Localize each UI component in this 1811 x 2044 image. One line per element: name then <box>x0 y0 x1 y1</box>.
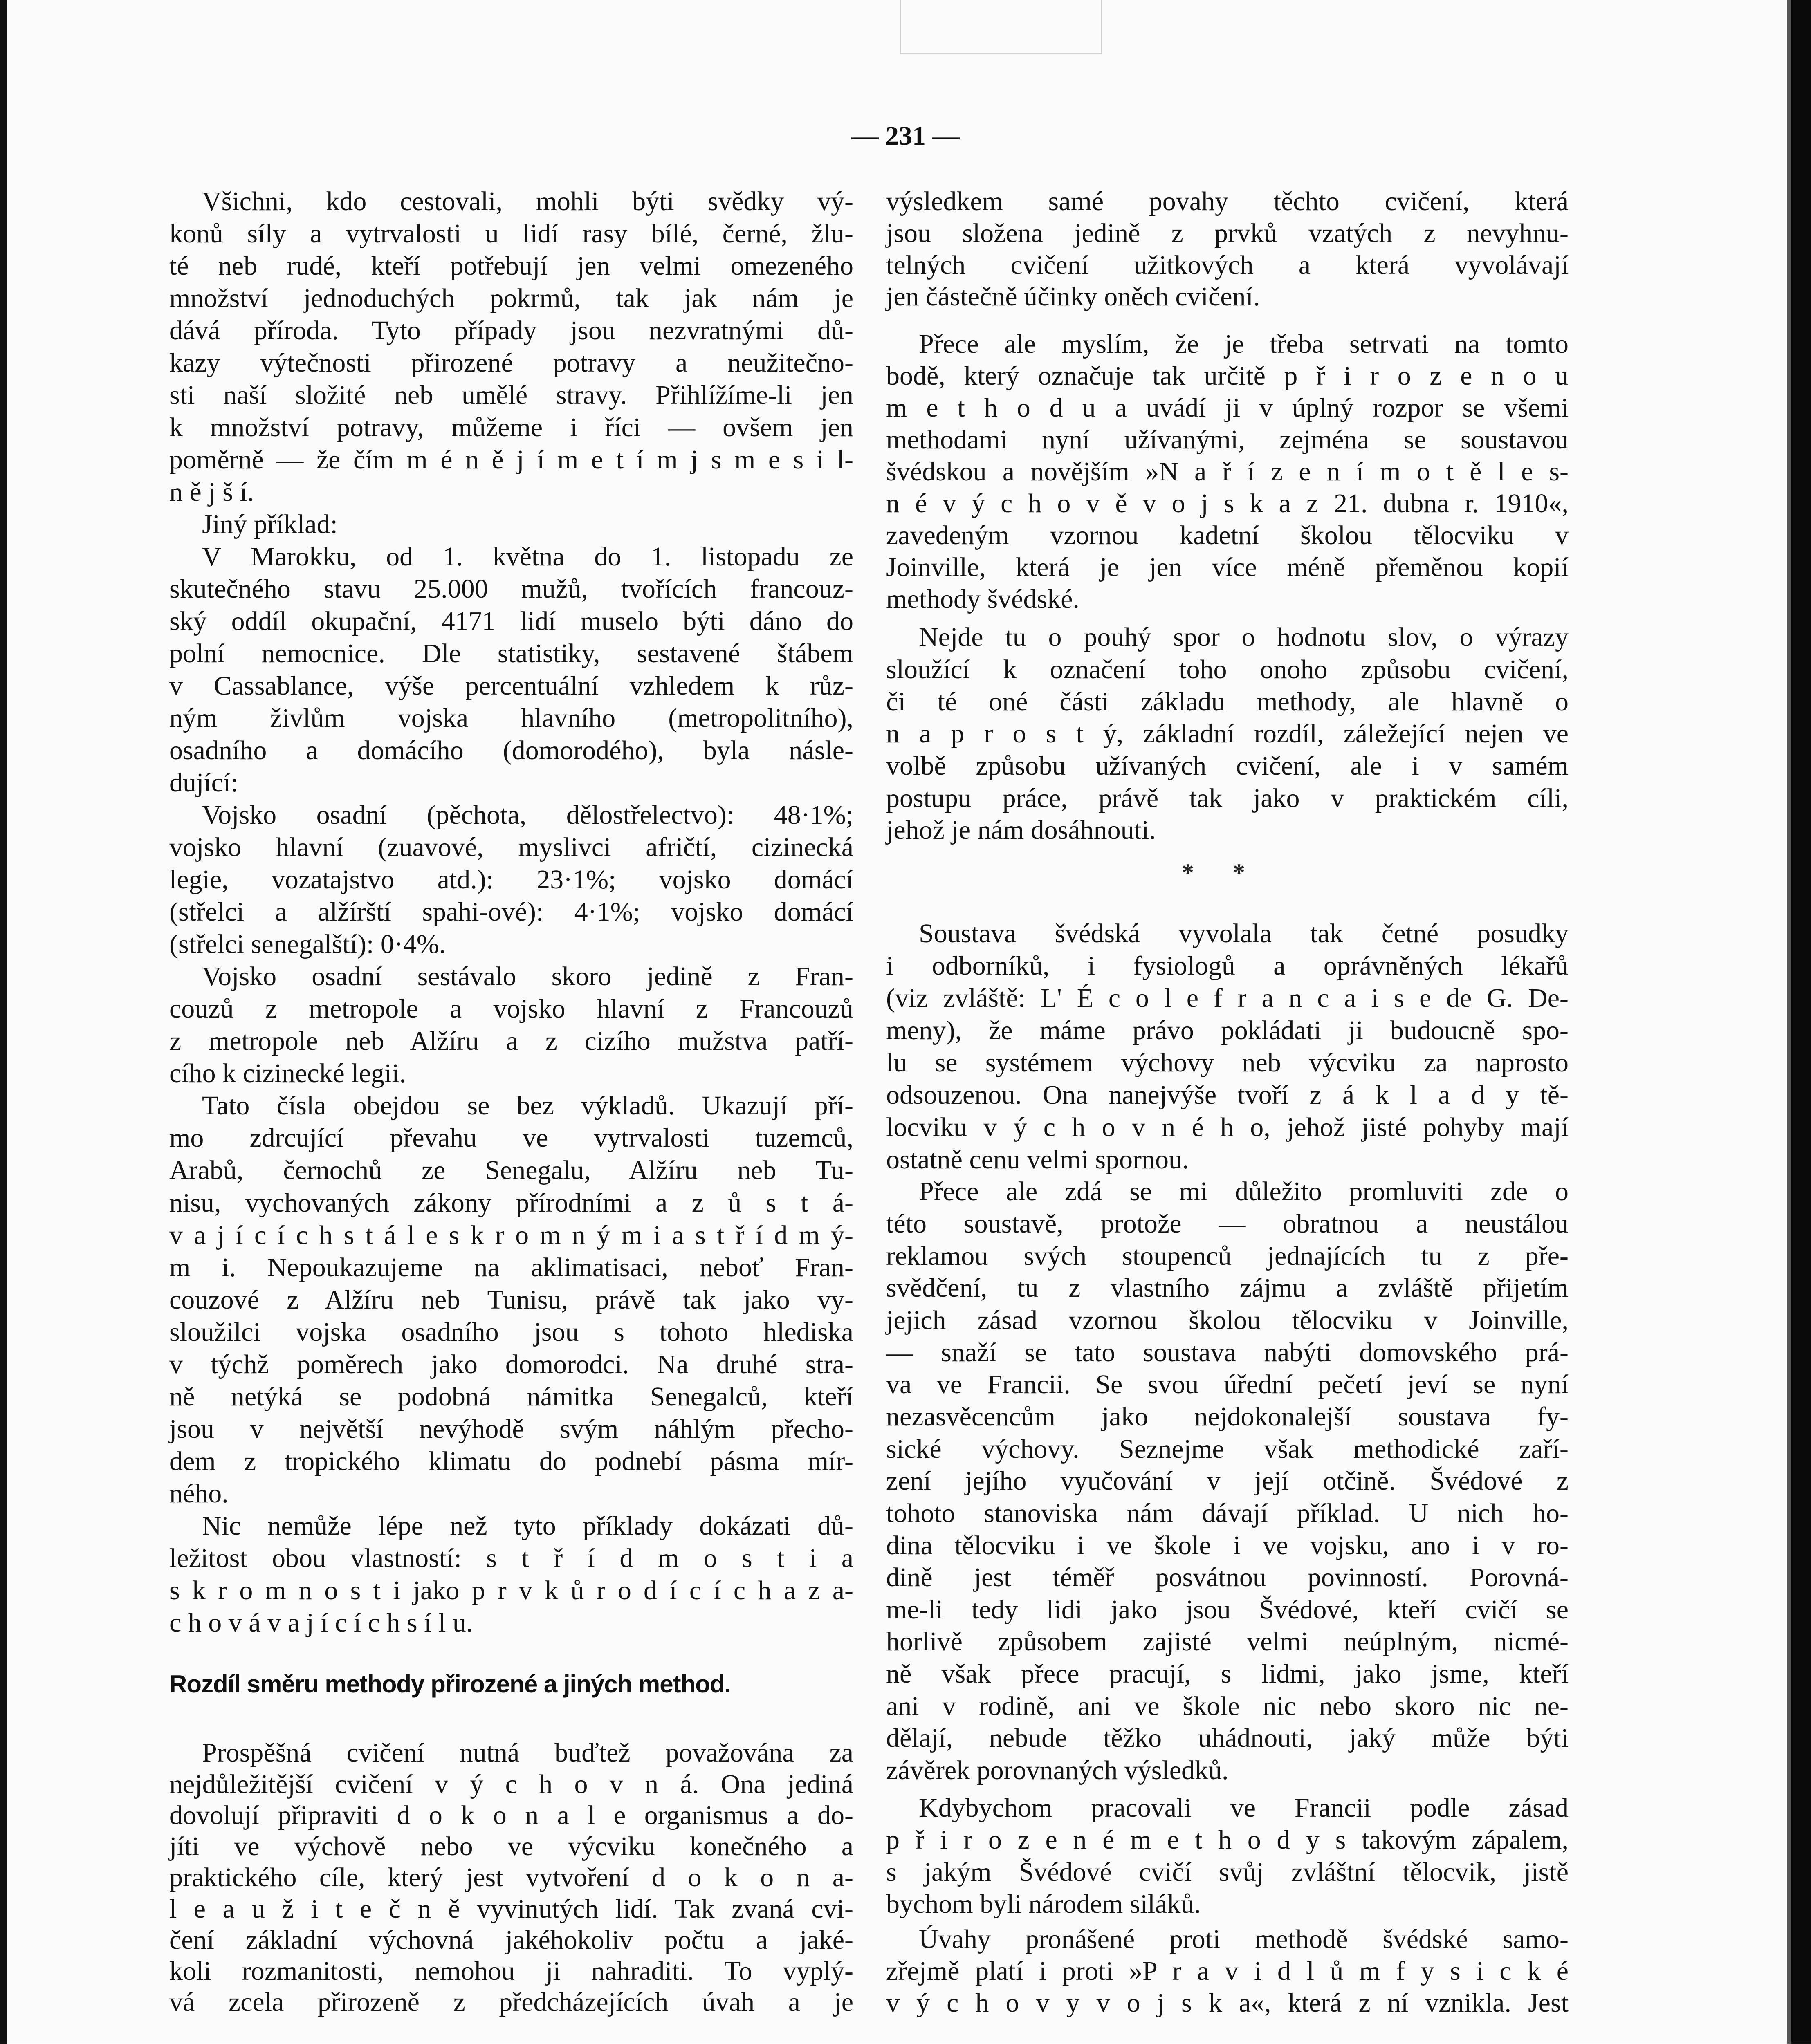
text-line: V Marokku, od 1. května do 1. listopadu ze <box>202 542 853 572</box>
text-line: l e a u ž i t e č n ě vyvinutých lidí. Tak zvaná cvi- <box>169 1894 853 1924</box>
text-line: Vojsko osadní (pěchota, dělostřelectvo): 48·1%; <box>202 800 853 830</box>
text-line: zení jejího vyučování v její otčině. Švédové z <box>886 1466 1569 1496</box>
text-line: Prospěšná cvičení nutná buďtež považována za <box>202 1738 853 1768</box>
text-line: (střelci senegalští): 0·4%. <box>169 929 446 959</box>
text-line: lu se systémem výchovy neb výcviku za naprosto <box>886 1048 1569 1078</box>
text-line: meny), že máme právo pokládati ji budoucně spo- <box>886 1015 1569 1045</box>
text-line: m e t h o d u a uvádí ji v úplný rozpor se všemi <box>886 393 1569 423</box>
text-line: methodami nyní užívanými, zejména se soustavou <box>886 425 1569 455</box>
text-line: polní nemocnice. Dle statistiky, sestavené štábem <box>169 639 853 668</box>
text-line: praktického cíle, který jest vytvoření d o k o n a- <box>169 1862 853 1892</box>
text-line: nisu, vychovaných zákony přírodními a z ů s t á- <box>169 1188 853 1218</box>
text-line: bychom byli národem siláků. <box>886 1889 1201 1919</box>
text-line: té neb rudé, kteří potřebují jen velmi omezeného <box>169 251 853 281</box>
text-line: legie, vozatajstvo atd.): 23·1%; vojsko domácí <box>169 865 853 894</box>
text-line: (viz zvláště: L' É c o l e f r a n c a i s e de G. De- <box>886 983 1569 1013</box>
text-line: jsou složena jedině z prvků vzatých z nevyhnu- <box>886 218 1569 248</box>
text-line: vojsko hlavní (zuavové, myslivci afričtí, cizinecká <box>169 832 853 862</box>
text-line: zřejmě platí i proti »P r a v i d l ů m f y s i c k é <box>886 1956 1569 1986</box>
text-line: c h o v á v a j í c í c h s í l u. <box>169 1608 473 1638</box>
text-line: s k r o m n o s t i jako p r v k ů r o d í c í c h a z a- <box>169 1576 853 1605</box>
text-line: poměrně — že čím m é n ě j í m e t í m j s m e s i l- <box>169 445 853 475</box>
text-line: n é v ý c h o v ě v o j s k a z 21. dubna r. 1910«, <box>886 489 1569 518</box>
text-line: — snaží se tato soustava nabýti domovského prá- <box>886 1338 1569 1367</box>
text-line: p ř i r o z e n é m e t h o d y s takovým zápalem, <box>886 1825 1569 1855</box>
text-line: Kdybychom pracovali ve Francii podle zásad <box>919 1793 1569 1823</box>
text-line: k množství potravy, můžeme i říci — ovšem jen <box>169 412 853 442</box>
text-line: ležitost obou vlastností: s t ř í d m o s t i a <box>169 1543 853 1573</box>
text-line: dovolují připraviti d o k o n a l e organismus a do- <box>169 1800 853 1830</box>
text-line: Joinville, která je jen více méně přeměnou kopií <box>886 552 1569 582</box>
text-line: kazy výtečnosti přirozené potravy a neužitečno- <box>169 348 853 378</box>
page-number: — 231 — <box>851 121 960 151</box>
text-line: tohoto stanoviska nám dávají příklad. U nich ho- <box>886 1498 1569 1528</box>
text-line: i odborníků, i fysiologů a oprávněných lékařů <box>886 951 1569 981</box>
text-line: va ve Francii. Se svou úřední pečetí jeví se nyní <box>886 1369 1569 1399</box>
text-line: s jakým Švédové cvičí svůj zvláštní tělocvik, jistě <box>886 1857 1569 1887</box>
text-line: jejich zásad vzornou školou tělocviku v Joinville, <box>886 1305 1569 1335</box>
text-line: v a j í c í c h s t á l e s k r o m n ý m i a s t ř í d m ý- <box>169 1220 853 1250</box>
text-line: koli rozmanitosti, nemohou ji nahraditi. To vyplý- <box>169 1956 853 1986</box>
text-line: ostatně cenu velmi spornou. <box>886 1145 1189 1174</box>
text-line: Arabů, černochů ze Senegalu, Alžíru neb Tu- <box>169 1155 853 1185</box>
text-line: horlivě způsobem zajisté velmi neúplným, nicmé- <box>886 1627 1569 1656</box>
text-line: bodě, který označuje tak určitě p ř i r o z e n o u <box>886 361 1569 391</box>
section-separator: * * <box>1182 859 1261 886</box>
text-line: me-li tedy lidi jako jsou Švédové, kteří cvičí se <box>886 1595 1569 1625</box>
text-line: Soustava švédská vyvolala tak četné posudky <box>919 919 1569 948</box>
text-line: couzů z metropole a vojsko hlavní z Francouzů <box>169 994 853 1024</box>
text-line: couzové z Alžíru neb Tunisu, právě tak jako vy- <box>169 1285 853 1315</box>
text-line: methody švédské. <box>886 584 1079 614</box>
text-line: n ě j š í. <box>169 477 254 507</box>
text-line: ani v rodině, ani ve škole nic nebo skoro nic ne- <box>886 1691 1569 1721</box>
text-line: dělají, nebude těžko uhádnouti, jaký může býti <box>886 1723 1569 1753</box>
text-line: jsou v největší nevýhodě svým náhlým přecho- <box>169 1414 853 1444</box>
text-line: dává příroda. Tyto případy jsou nezvratnými dů- <box>169 316 853 345</box>
text-line: v Cassablance, výše percentuální vzhledem k růz- <box>169 671 853 701</box>
print-mark <box>900 0 1102 54</box>
text-line: z metropole neb Alžíru a z cizího mužstva patří- <box>169 1026 853 1056</box>
text-line: osadního a domácího (domorodého), byla násle- <box>169 735 853 765</box>
text-line: sti naší složité neb umělé stravy. Přihlížíme-li jen <box>169 380 853 410</box>
text-line: švédskou a novějším »N a ř í z e n í m o t ě l e s- <box>886 457 1569 486</box>
text-line: závěrek porovnaných výsledků. <box>886 1755 1229 1785</box>
text-line: čení základní výchovná jakéhokoliv počtu a jaké- <box>169 1925 853 1955</box>
text-line: ně netýká se podobná námitka Senegalců, kteří <box>169 1382 853 1412</box>
text-line: dina tělocviku i ve škole i ve vojsku, ano i v ro- <box>886 1531 1569 1560</box>
text-line: skutečného stavu 25.000 mužů, tvořících francouz- <box>169 574 853 604</box>
text-line: jen částečně účinky oněch cvičení. <box>886 282 1260 312</box>
text-line: n a p r o s t ý, základní rozdíl, záležející nejen ve <box>886 719 1569 749</box>
text-line: v týchž poměrech jako domorodci. Na druhé stra- <box>169 1349 853 1379</box>
text-line: ným živlům vojska hlavního (metropolitního), <box>169 703 853 733</box>
text-line: reklamou svých stoupenců jednajících tu z pře- <box>886 1241 1569 1271</box>
text-line: telných cvičení užitkových a která vyvolávají <box>886 250 1569 280</box>
scan-edge-right <box>1791 0 1811 2044</box>
text-line: množství jednoduchých pokrmů, tak jak nám je <box>169 283 853 313</box>
text-line: Jiný příklad: <box>202 509 338 539</box>
text-line: Přece ale myslím, že je třeba setrvati na tomto <box>919 329 1569 359</box>
text-line: postupu práce, právě tak jako v praktickém cíli, <box>886 783 1569 813</box>
text-line: Přece ale zdá se mi důležito promluviti zde o <box>919 1177 1569 1206</box>
text-line: výsledkem samé povahy těchto cvičení, která <box>886 186 1569 216</box>
text-line: Vojsko osadní sestávalo skoro jedině z Fran- <box>202 961 853 991</box>
text-line: odsouzenou. Ona nanejvýše tvoří z á k l a d y tě- <box>886 1080 1569 1110</box>
text-line: cího k cizinecké legii. <box>169 1058 406 1088</box>
text-line: m i. Nepoukazujeme na aklimatisaci, neboť Fran- <box>169 1253 853 1282</box>
scan-edge-right-shadow <box>1787 0 1791 2044</box>
text-line: ného. <box>169 1479 229 1508</box>
text-line: dující: <box>169 768 238 798</box>
text-line: dině jest téměř posvátnou povinností. Porovná- <box>886 1562 1569 1592</box>
text-line: mo zdrcující převahu ve vytrvalosti tuzemců, <box>169 1123 853 1153</box>
text-line: Tato čísla obejdou se bez výkladů. Ukazují pří- <box>202 1091 853 1121</box>
text-line: této soustavě, protože — obratnou a neustálou <box>886 1209 1569 1239</box>
scan-edge-left <box>0 0 7 2044</box>
text-line: dem z tropického klimatu do podnebí pásma mír- <box>169 1446 853 1476</box>
text-line: sické výchovy. Seznejme však methodické zaří- <box>886 1434 1569 1464</box>
text-line: svědčení, tu z vlastního zájmu a zvláště přijetím <box>886 1273 1569 1303</box>
text-line: jehož je nám dosáhnouti. <box>886 815 1156 845</box>
text-line: v ý c h o v y v o j s k a«, která z ní vznikla. Jest <box>886 1988 1569 2018</box>
text-line: ský oddíl okupační, 4171 lidí muselo býti dáno do <box>169 606 853 636</box>
text-line: volbě způsobu užívaných cvičení, ale i v samém <box>886 751 1569 781</box>
text-line: Všichni, kdo cestovali, mohli býti svědky vý- <box>202 186 853 216</box>
text-line: nezasvěcencům jako nejdokonalejší soustava fy- <box>886 1402 1569 1432</box>
text-line: (střelci a alžírští spahi-ové): 4·1%; vojsko domácí <box>169 897 853 927</box>
text-line: či té oné části základu methody, ale hlavně o <box>886 687 1569 717</box>
text-line: Nejde tu o pouhý spor o hodnotu slov, o výrazy <box>919 622 1569 652</box>
text-line: jíti ve výchově nebo ve výcviku konečného a <box>169 1831 853 1861</box>
text-line: nejdůležitější cvičení v ý c h o v n á. Ona jediná <box>169 1769 853 1799</box>
text-line: Úvahy pronášené proti methodě švédské samo- <box>919 1924 1569 1954</box>
text-line: zavedeným vzornou kadetní školou tělocviku v <box>886 520 1569 550</box>
section-heading: Rozdíl směru methody přirozené a jiných method. <box>169 1670 731 1698</box>
text-line: Nic nemůže lépe než tyto příklady dokázati dů- <box>202 1511 853 1541</box>
text-line: vá zcela přirozeně z předcházejících úvah a je <box>169 1987 853 2017</box>
text-line: sloužilci vojska osadního jsou s tohoto hlediska <box>169 1317 853 1347</box>
text-line: ně však přece pracují, s lidmi, jako jsme, kteří <box>886 1659 1569 1689</box>
text-line: sloužící k označení toho onoho způsobu cvičení, <box>886 654 1569 684</box>
text-line: locviku v ý c h o v n é h o, jehož jisté pohyby mají <box>886 1112 1569 1142</box>
text-line: konů síly a vytrvalosti u lidí rasy bílé, černé, žlu- <box>169 219 853 249</box>
